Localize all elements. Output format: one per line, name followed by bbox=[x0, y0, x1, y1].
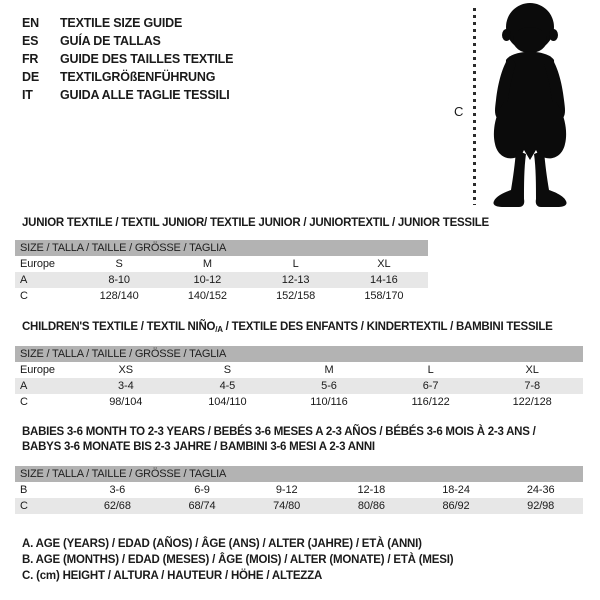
age-cell: 6-7 bbox=[422, 380, 439, 392]
table-row-height bbox=[15, 498, 583, 514]
size-cell: XS bbox=[118, 364, 134, 376]
age-cell: 3-4 bbox=[117, 380, 134, 392]
height-cell: 62/68 bbox=[103, 500, 131, 512]
age-cell: 9-12 bbox=[275, 484, 298, 496]
age-cell: 8-10 bbox=[108, 274, 130, 286]
babies-title-line1: BABIES 3-6 MONTH TO 2-3 YEARS / BEBÉS 3-6 MESES A 2-3 AÑOS / BÉBÉS 3-6 MOIS À 2-3 ANS / bbox=[22, 426, 536, 438]
height-cell: 68/74 bbox=[188, 500, 216, 512]
table-row-europe bbox=[15, 362, 583, 378]
babies-section-title bbox=[22, 425, 536, 455]
table-row-age-months bbox=[15, 482, 583, 498]
junior-section-title: JUNIOR TEXTILE / TEXTIL JUNIOR/ TEXTILE JUNIOR / JUNIORTEXTIL / JUNIOR TESSILE bbox=[22, 217, 489, 229]
size-cell: S bbox=[115, 258, 123, 270]
age-cell: 5-6 bbox=[321, 380, 337, 392]
size-header-bar bbox=[15, 346, 583, 362]
size-header-label: SIZE / TALLA / TAILLE / GRÖSSE / TAGLIA bbox=[20, 242, 227, 254]
children-title-post: / TEXTILE DES ENFANTS / KINDERTEXTIL / BAMBINI TESSILE bbox=[222, 321, 553, 333]
height-cell: 140/152 bbox=[187, 290, 227, 302]
language-code: DE bbox=[22, 70, 39, 84]
language-label: GUÍA DE TALLAS bbox=[60, 34, 161, 48]
age-cell: 10-12 bbox=[193, 274, 222, 286]
age-cell: 12-18 bbox=[357, 484, 386, 496]
age-cell: 7-8 bbox=[524, 380, 540, 392]
age-cell: 18-24 bbox=[442, 484, 470, 496]
row-label: A bbox=[20, 380, 28, 392]
height-cell: 98/104 bbox=[109, 396, 143, 408]
language-label: TEXTILGRÖßENFÜHRUNG bbox=[60, 70, 216, 84]
table-row-height bbox=[15, 288, 428, 304]
height-cell: 92/98 bbox=[527, 500, 555, 512]
children-title-pre: CHILDREN'S TEXTILE / TEXTIL NIÑO bbox=[22, 321, 216, 333]
language-code: ES bbox=[22, 34, 39, 48]
toddler-silhouette-icon bbox=[483, 2, 578, 208]
size-cell: XL bbox=[377, 258, 391, 270]
language-label: TEXTILE SIZE GUIDE bbox=[60, 16, 183, 30]
babies-size-table bbox=[15, 466, 583, 514]
size-header-bar bbox=[15, 240, 428, 256]
table-row-europe bbox=[15, 256, 428, 272]
language-row-en bbox=[22, 14, 233, 32]
height-cell: 122/128 bbox=[512, 396, 552, 408]
row-label: C bbox=[20, 290, 28, 302]
language-row-it bbox=[22, 86, 233, 104]
row-label: C bbox=[20, 396, 28, 408]
height-cell: 116/122 bbox=[411, 396, 450, 408]
table-row-age bbox=[15, 272, 428, 288]
age-cell: 4-5 bbox=[219, 380, 236, 392]
legend-note-c: C. (cm) HEIGHT / ALTURA / HAUTEUR / HÖHE / ALTEZZA bbox=[22, 570, 323, 582]
row-label: Europe bbox=[20, 364, 55, 376]
row-label: A bbox=[20, 274, 28, 286]
legend-note-b: B. AGE (MONTHS) / EDAD (MESES) / ÂGE (MOIS) / ALTER (MONATE) / ETÀ (MESI) bbox=[22, 554, 454, 566]
language-label: GUIDA ALLE TAGLIE TESSILI bbox=[60, 88, 230, 102]
height-cell: 158/170 bbox=[364, 290, 404, 302]
measure-c-label: C bbox=[454, 104, 464, 119]
table-row-age bbox=[15, 378, 583, 394]
table-row-height bbox=[15, 394, 583, 410]
size-cell: M bbox=[202, 258, 212, 270]
height-cell: 128/140 bbox=[99, 290, 139, 302]
height-cell: 80/86 bbox=[357, 500, 385, 512]
height-cell: 86/92 bbox=[442, 500, 470, 512]
language-code: EN bbox=[22, 16, 39, 30]
age-cell: 24-36 bbox=[526, 484, 555, 496]
size-cell: L bbox=[427, 364, 434, 376]
age-cell: 3-6 bbox=[109, 484, 126, 496]
size-header-label: SIZE / TALLA / TAILLE / GRÖSSE / TAGLIA bbox=[20, 348, 227, 360]
height-cell: 152/158 bbox=[276, 290, 316, 302]
legend-notes bbox=[22, 536, 453, 584]
language-label: GUIDE DES TAILLES TEXTILE bbox=[60, 52, 234, 66]
size-cell: L bbox=[292, 258, 299, 270]
height-cell: 74/80 bbox=[273, 500, 301, 512]
height-cell: 110/116 bbox=[310, 396, 348, 408]
row-label: B bbox=[20, 484, 28, 496]
language-row-fr bbox=[22, 50, 233, 68]
height-measure-figure bbox=[450, 2, 595, 212]
height-cell: 104/110 bbox=[208, 396, 247, 408]
row-label: C bbox=[20, 500, 28, 512]
row-label: Europe bbox=[20, 258, 55, 270]
age-cell: 12-13 bbox=[281, 274, 310, 286]
junior-size-table bbox=[15, 240, 428, 304]
language-row-es bbox=[22, 32, 233, 50]
size-header-label: SIZE / TALLA / TAILLE / GRÖSSE / TAGLIA bbox=[20, 468, 227, 480]
age-cell: 6-9 bbox=[194, 484, 210, 496]
language-row-de bbox=[22, 68, 233, 86]
children-section-title bbox=[22, 320, 553, 337]
age-cell: 14-16 bbox=[370, 274, 398, 286]
language-code: IT bbox=[22, 88, 33, 102]
size-header-bar bbox=[15, 466, 583, 482]
babies-title-line2: BABYS 3-6 MONATE BIS 2-3 JAHRE / BAMBINI 3-6 MESI A 2-3 ANNI bbox=[22, 441, 375, 453]
language-list bbox=[22, 14, 233, 104]
language-code: FR bbox=[22, 52, 39, 66]
size-cell: XL bbox=[525, 364, 539, 376]
legend-note-a: A. AGE (YEARS) / EDAD (AÑOS) / ÂGE (ANS) / ALTER (JAHRE) / ETÀ (ANNI) bbox=[22, 538, 422, 550]
children-size-table bbox=[15, 346, 583, 410]
size-cell: M bbox=[324, 364, 334, 376]
children-title-subscript: /A bbox=[215, 325, 223, 334]
dashed-measure-line bbox=[473, 8, 476, 205]
size-cell: S bbox=[223, 364, 232, 376]
